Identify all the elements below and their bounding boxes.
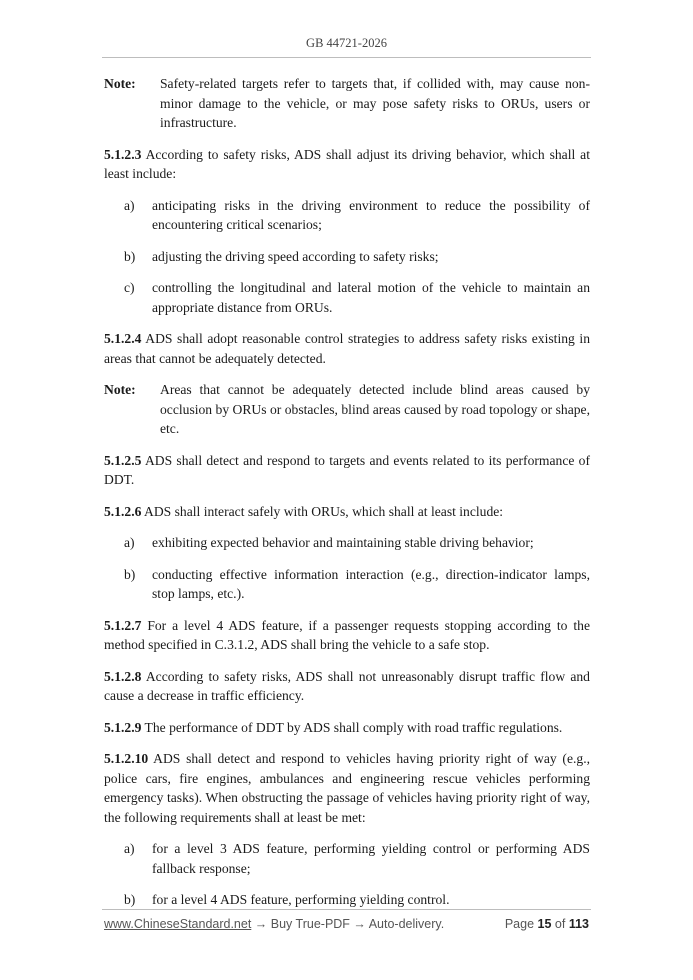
clause-number: 5.1.2.9: [104, 719, 142, 735]
note-label: Note:: [104, 382, 136, 397]
clause-5-1-2-7: [104, 616, 590, 655]
list-marker: a): [124, 197, 135, 213]
clause-text: The performance of DDT by ADS shall comply with road traffic regulations.: [144, 719, 563, 735]
list-item-text: conducting effective information interaction (e.g., direction-indicator lamps, stop lamps, etc.).: [152, 566, 590, 601]
clause-number: 5.1.2.10: [104, 751, 149, 766]
list-item: [124, 890, 590, 910]
clause-5-1-2-3: [104, 145, 590, 184]
list-item: [124, 533, 590, 553]
note-label: Note:: [104, 76, 136, 91]
list-item: [124, 565, 590, 604]
document-body: [104, 74, 590, 922]
footer-promo: [104, 917, 444, 931]
list-item-text: for a level 4 ADS feature, performing yielding control.: [152, 892, 450, 907]
clause-5-1-2-10: [104, 749, 590, 827]
clause-number: 5.1.2.6: [104, 503, 142, 519]
clause-number: 5.1.2.4: [104, 331, 142, 346]
clause-number: 5.1.2.5: [104, 452, 142, 468]
clause-5-1-2-9: [104, 718, 590, 738]
clause-number: 5.1.2.8: [104, 668, 142, 684]
running-header: GB 44721-2026: [306, 36, 387, 50]
page-of: of: [554, 917, 566, 931]
clause-5-1-2-4: [104, 329, 590, 368]
list-item: [124, 196, 590, 235]
list-marker: a): [124, 535, 135, 550]
clause-text: For a level 4 ADS feature, if a passenger requests stopping according to the method specified in C.3.1.2, ADS shall bring the vehicle to a safe stop.: [104, 617, 590, 652]
clause-number: 5.1.2.3: [104, 146, 142, 162]
clause-text: According to safety risks, ADS shall adjust its driving behavior, which shall at least include:: [104, 146, 590, 181]
clause-5-1-2-8: [104, 667, 590, 706]
clause-5-1-2-6: [104, 502, 590, 522]
list-marker: a): [124, 841, 135, 856]
note-safety-targets: [104, 74, 590, 133]
page-current: 15: [537, 917, 552, 931]
page-total: 113: [568, 917, 589, 931]
clause-text: ADS shall adopt reasonable control strategies to address safety risks existing in areas that cannot be adequately detected.: [104, 331, 590, 366]
clause-5-1-2-5: [104, 451, 590, 490]
list-marker: b): [124, 566, 136, 582]
list-item-text: adjusting the driving speed according to safety risks;: [152, 248, 439, 264]
list-marker: b): [124, 892, 136, 907]
list-item-text: anticipating risks in the driving environment to reduce the possibility of encountering critical scenarios;: [152, 197, 590, 232]
list-marker: c): [124, 280, 135, 295]
page-label: Page: [504, 917, 535, 931]
page-indicator: [505, 917, 589, 931]
list-item-text: exhibiting expected behavior and maintaining stable driving behavior;: [152, 535, 534, 550]
note-undetected-areas: [104, 380, 590, 439]
list-item: [124, 839, 590, 878]
clause-number: 5.1.2.7: [104, 617, 142, 633]
website-link[interactable]: www.ChineseStandard.net: [104, 917, 252, 931]
list-item: [124, 247, 590, 267]
page-footer: [104, 917, 589, 931]
list-marker: b): [124, 248, 136, 264]
clause-text: ADS shall detect and respond to targets and events related to its performance of DDT.: [104, 452, 590, 487]
clause-text: ADS shall detect and respond to vehicles having priority right of way (e.g., police cars, fire engines, ambulances and engineering rescue vehicles performing emergency tasks). When obstructing the passage of vehicles having priority right of way, the following requirements shall at least be met:: [104, 751, 590, 825]
promo-text: → Buy True-PDF → Auto-delivery.: [251, 917, 445, 931]
list-item: [124, 278, 590, 317]
list-item-text: controlling the longitudinal and lateral motion of the vehicle to maintain an appropriate distance from ORUs.: [152, 280, 590, 315]
footer-divider: [102, 909, 591, 910]
note-text: Safety-related targets refer to targets that, if collided with, may cause non-minor damage to the vehicle, or may pose safety risks to ORUs, users or infrastructure.: [160, 76, 590, 130]
clause-text: ADS shall interact safely with ORUs, which shall at least include:: [144, 503, 504, 519]
note-text: Areas that cannot be adequately detected include blind areas caused by occlusion by ORUs or obstacles, blind areas caused by road topology or shape, etc.: [160, 382, 590, 436]
header-divider: [102, 57, 591, 58]
clause-text: According to safety risks, ADS shall not unreasonably disrupt traffic flow and cause a decrease in traffic efficiency.: [104, 668, 590, 703]
list-item-text: for a level 3 ADS feature, performing yielding control or performing ADS fallback response;: [152, 841, 590, 876]
